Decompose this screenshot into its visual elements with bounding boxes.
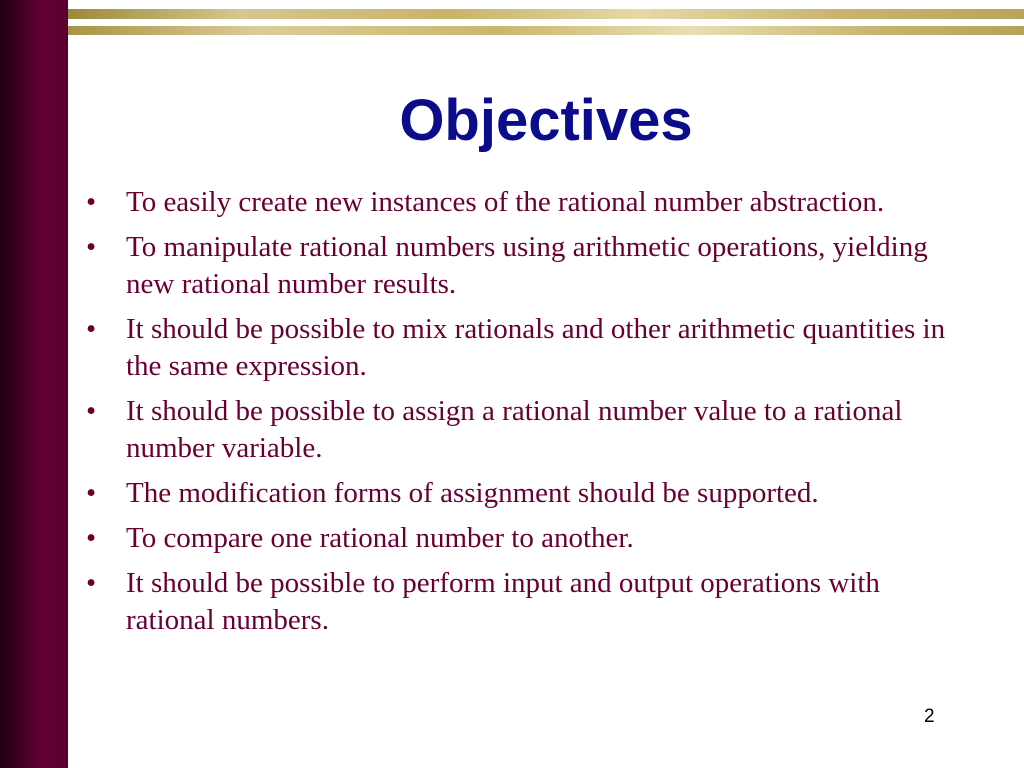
bullet-icon: •	[86, 313, 97, 345]
objective-item	[86, 565, 966, 639]
second-gold-stripe	[68, 26, 1024, 35]
bullet-icon: •	[86, 186, 97, 218]
objective-item	[86, 475, 966, 512]
top-gold-stripe	[68, 9, 1024, 19]
page-number: 2	[924, 706, 935, 727]
objective-item	[86, 184, 966, 221]
objective-text: It should be possible to perform input and output operations with rational numbers.	[126, 567, 880, 636]
objective-item	[86, 311, 966, 385]
bullet-icon: •	[86, 477, 97, 509]
objective-text: To compare one rational number to another.	[126, 522, 634, 554]
objective-text: It should be possible to assign a rational number value to a rational number variable.	[126, 395, 903, 464]
bullet-icon: •	[86, 567, 97, 599]
bullet-icon: •	[86, 522, 97, 554]
objective-text: The modification forms of assignment should be supported.	[126, 477, 819, 509]
objective-item	[86, 520, 966, 557]
objective-item	[86, 229, 966, 303]
objective-text: To easily create new instances of the rational number abstraction.	[126, 186, 885, 218]
objectives-list	[86, 184, 966, 647]
bullet-icon: •	[86, 395, 97, 427]
objective-text: It should be possible to mix rationals and other arithmetic quantities in the same expression.	[126, 313, 946, 382]
slide-title: Objectives	[399, 88, 693, 153]
bullet-icon: •	[86, 231, 97, 263]
objective-text: To manipulate rational numbers using arithmetic operations, yielding new rational number results.	[126, 231, 928, 300]
left-sidebar-bar	[0, 0, 68, 768]
objective-item	[86, 393, 966, 467]
